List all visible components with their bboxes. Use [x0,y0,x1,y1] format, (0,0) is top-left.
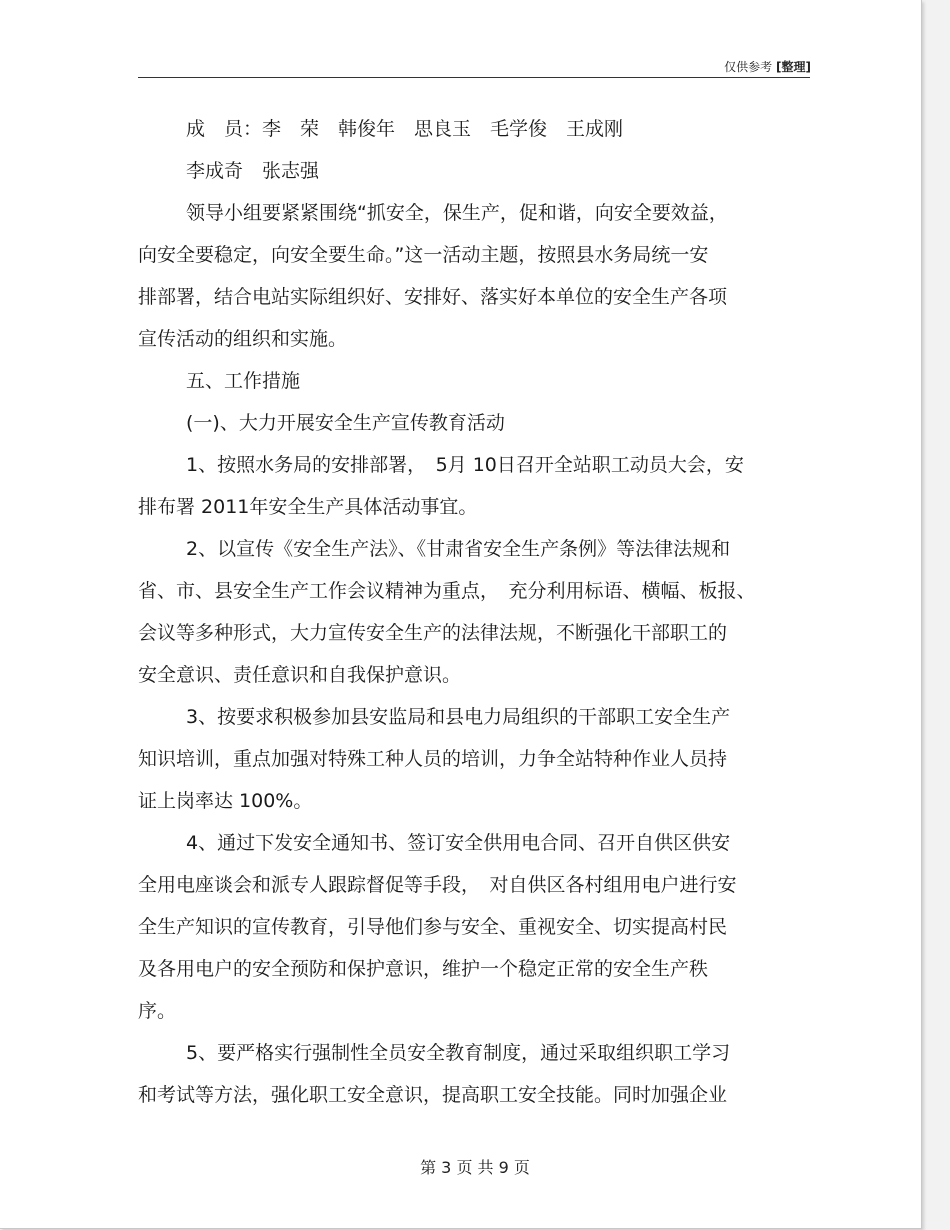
body-line-16: 知识培训，重点加强对特殊工种人员的培训，力争全站特种作业人员持 [138,748,728,770]
body-line-10: 排布署 2011年安全生产具体活动事宜。 [138,496,478,518]
body-line-17: 证上岗率达 100%。 [138,790,313,812]
body-line-13: 会议等多种形式，大力宣传安全生产的法律法规，不断强化干部职工的 [138,622,728,644]
page-number-footer: 第 3 页 共 9 页 [420,1158,530,1177]
body-line-19: 全用电座谈会和派专人跟踪督促等手段， 对自供区各村组用电户进行安 [138,874,737,896]
header-rule [138,77,810,78]
body-line-20: 全生产知识的宣传教育，引导他们参与安全、重视安全、切实提高村民 [138,916,728,938]
body-line-4: 向安全要稳定，向安全要生命。”这一活动主题，按照县水务局统一安 [138,244,709,266]
body-line-24: 和考试等方法，强化职工安全意识，提高职工安全技能。同时加强企业 [138,1084,728,1106]
section-heading: 五、工作措施 [186,370,301,392]
body-line-9: 1、按照水务局的安排部署， 5月 10日召开全站职工动员大会，安 [186,454,744,476]
header-note-text: 仅供参考 [724,60,773,74]
body-line-14: 安全意识、责任意识和自我保护意识。 [138,664,462,686]
body-line-3: 领导小组要紧紧围绕“抓安全，保生产，促和谐，向安全要效益， [186,202,728,224]
body-line-5: 排部署，结合电站实际组织好、安排好、落实好本单位的安全生产各项 [138,286,728,308]
body-line-15: 3、按要求积极参加县安监局和县电力局组织的干部职工安全生产 [186,706,731,728]
document-body [138,108,818,1116]
body-line-22: 序。 [138,1000,177,1022]
header-note [724,58,811,75]
body-line-6: 宣传活动的组织和实施。 [138,328,348,350]
body-line-18: 4、通过下发安全通知书、签订安全供用电合同、召开自供区供安 [186,832,731,854]
subsection-heading: (一)、大力开展安全生产宣传教育活动 [186,412,505,434]
body-line-11: 2、以宣传《安全生产法》、《甘肃省安全生产条例》等法律法规和 [186,538,731,560]
body-line-12: 省、市、县安全生产工作会议精神为重点， 充分利用标语、横幅、板报、 [138,580,756,602]
body-line-1: 成 员：李 荣 韩俊年 思良玉 毛学俊 王成刚 [186,118,624,140]
body-line-23: 5、要严格实行强制性全员安全教育制度，通过采取组织职工学习 [186,1042,731,1064]
body-line-21: 及各用电户的安全预防和保护意识，维护一个稳定正常的安全生产秩 [138,958,709,980]
header-tag: [整理] [776,60,811,74]
body-line-2: 李成奇 张志强 [186,160,320,182]
